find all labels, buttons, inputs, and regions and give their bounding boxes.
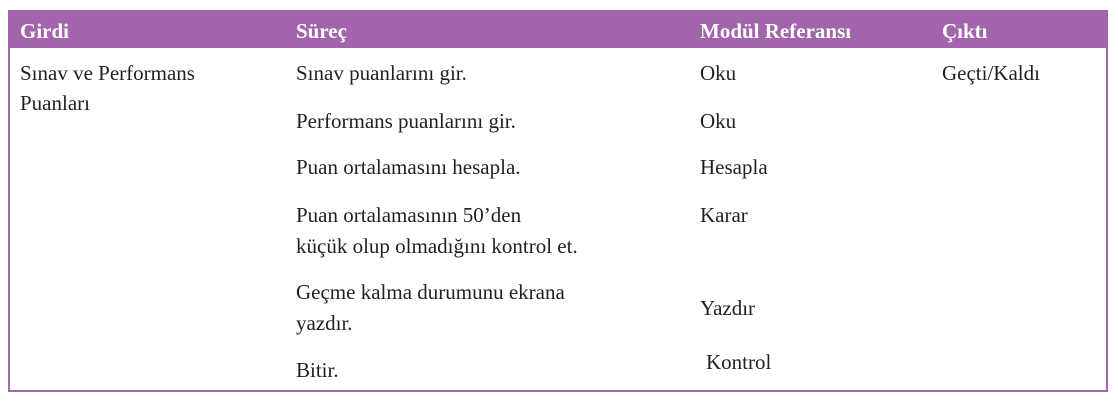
input-cell-line2: Puanları (20, 91, 90, 115)
process-step-6: Bitir. (296, 358, 339, 382)
input-cell-line1: Sınav ve Performans (20, 61, 195, 85)
header-module-reference: Modül Referansı (700, 19, 852, 43)
header-process: Süreç (296, 19, 347, 43)
module-ref-1: Oku (700, 61, 737, 85)
process-step-2: Performans puanlarını gir. (296, 109, 516, 133)
module-ref-6: Kontrol (706, 350, 772, 374)
algorithm-table (8, 10, 1108, 392)
module-ref-3: Hesapla (700, 155, 768, 179)
process-step-4-line2: küçük olup olmadığını kontrol et. (296, 234, 578, 258)
header-input: Girdi (20, 19, 70, 43)
module-ref-5: Yazdır (700, 296, 756, 320)
header-output: Çıktı (942, 19, 988, 43)
table-header (10, 12, 1106, 48)
process-step-5-line2: yazdır. (296, 311, 353, 335)
output-cell: Geçti/Kaldı (942, 61, 1040, 85)
module-ref-2: Oku (700, 109, 737, 133)
process-step-5-line1: Geçme kalma durumunu ekrana (296, 280, 565, 304)
process-step-3: Puan ortalamasını hesapla. (296, 155, 521, 179)
process-step-1: Sınav puanlarını gir. (296, 61, 467, 85)
module-ref-4: Karar (700, 203, 748, 227)
process-step-4-line1: Puan ortalamasının 50’den (296, 203, 522, 227)
